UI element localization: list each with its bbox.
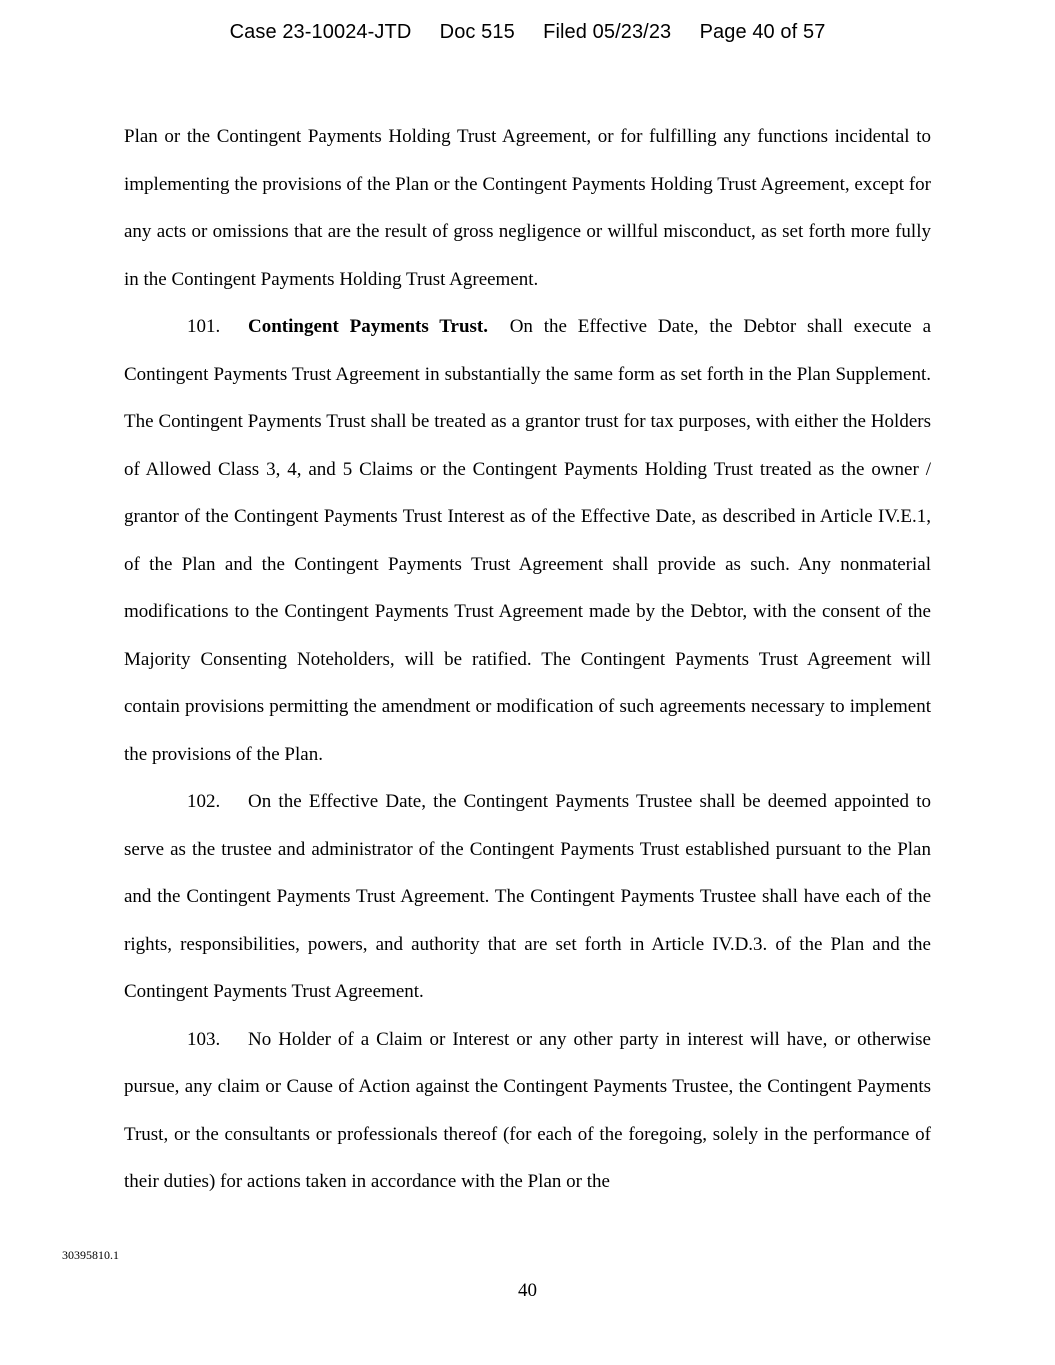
document-id: 30395810.1 [62,1248,119,1262]
paragraph-heading: Contingent Payments Trust. [248,316,489,337]
page-number: 40 [518,1280,537,1301]
paragraph-number: 102. [187,791,221,812]
paragraph-number: 101. [187,316,221,337]
paragraph-102 [124,778,931,1016]
paragraph-text: On the Effective Date, the Contingent Payments Trustee shall be deemed appointed to serve as the trustee and administrator of the Contingent Payments Trust established pursuant to the Plan and the Contingent Payments Trust Agreement. The Contingent Payments Trustee shall have each of the rights, responsibilities, powers, and authority that are set forth in Article IV.D.3. of the Plan and the Contingent Payments Trust Agreement. [124,791,931,1002]
paragraph-103 [124,1016,931,1206]
paragraph-number: 103. [187,1028,221,1050]
paragraph-101 [124,303,931,778]
document-body [124,113,931,1206]
paragraph-text: On the Effective Date, the Debtor shall execute a Contingent Payments Trust Agreement in substantially the same form as set forth in the Plan Supplement. The Contingent Payments Trust shall be treated as a grantor trust for tax purposes, with either the Holders of Allowed Class 3, 4, and 5 Claims or the Contingent Payments Holding Trust treated as the owner / grantor of the Contingent Payments Trust Interest as of the Effective Date, as described in Article IV.E.1, of the Plan and the Contingent Payments Trust Agreement shall provide as such. Any nonmaterial modifications to the Contingent Payments Trust Agreement made by the Debtor, with the consent of the Majority Consenting Noteholders, will be ratified. The Contingent Payments Trust Agreement will contain provisions permitting the amendment or modification of such agreements necessary to implement the provisions of the Plan. [124,316,931,765]
case-header: Case 23-10024-JTD Doc 515 Filed 05/23/23 Page 40 of 57 [229,21,826,43]
paragraph-text: No Holder of a Claim or Interest or any other party in interest will have, or otherwise pursue, any claim or Cause of Action against the Contingent Payments Trustee, the Contingent Payments Trust, or the consultants or professionals thereof (for each of the foregoing, solely in the performance of their duties) for actions taken in accordance with the Plan or the [124,1028,931,1192]
continuation-paragraph: Plan or the Contingent Payments Holding Trust Agreement, or for fulfilling any functions incidental to implementing the provisions of the Plan or the Contingent Payments Holding Trust Agreement, except for any acts or omissions that are the result of gross negligence or willful misconduct, as set forth more fully in the Contingent Payments Holding Trust Agreement. [124,126,931,290]
